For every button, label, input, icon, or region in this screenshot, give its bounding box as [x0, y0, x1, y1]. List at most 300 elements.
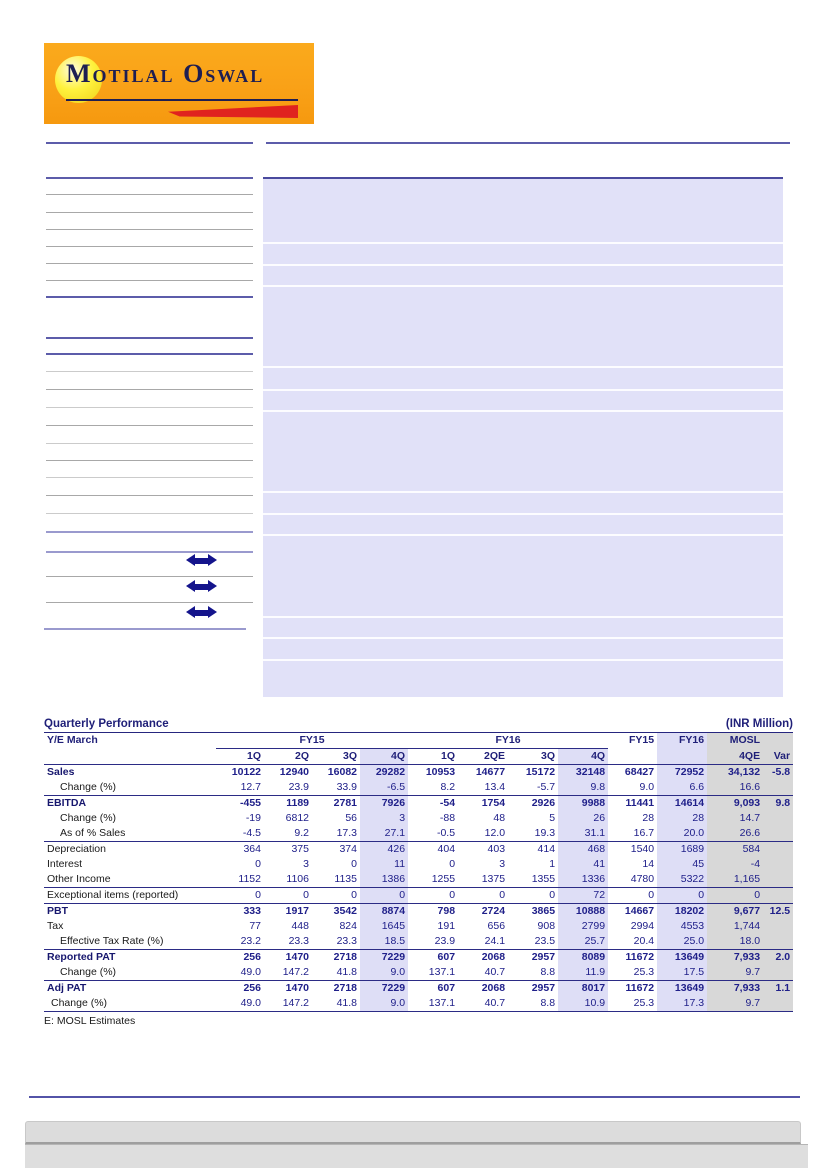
cell: 1189 — [264, 796, 312, 812]
quarter-header: 1Q — [408, 749, 458, 765]
panel-row-separator — [263, 659, 783, 661]
cell: 23.3 — [288, 935, 309, 947]
cell: 13649 — [657, 981, 707, 997]
cell: 10.9 — [558, 996, 608, 1012]
cell: 448 — [291, 920, 309, 932]
skeleton-rule — [46, 551, 253, 553]
skeleton-rule — [44, 628, 246, 630]
cell: 20.4 — [633, 935, 655, 947]
cell: 426 — [360, 842, 408, 858]
cell — [763, 965, 793, 981]
row-label: Other Income — [47, 873, 111, 885]
cell: 1754 — [458, 796, 508, 812]
arrow-bar — [192, 610, 211, 616]
cell: 908 — [537, 920, 556, 932]
skeleton-rule — [46, 280, 253, 281]
cell — [763, 780, 793, 796]
cell: 8.8 — [508, 996, 558, 1012]
panel-row-separator — [263, 491, 783, 493]
cell: 23.2 — [240, 935, 261, 947]
row-label: Change (%) — [60, 966, 117, 978]
header-row-quarters — [44, 749, 793, 765]
cell: 374 — [312, 842, 360, 858]
cell: 1,165 — [707, 872, 763, 888]
cell: 17.3 — [657, 996, 707, 1012]
table-row — [44, 765, 793, 781]
footer-bar — [25, 1121, 801, 1144]
skeleton-rule — [46, 443, 253, 444]
cell: 14 — [642, 858, 655, 870]
cell: 8017 — [558, 981, 608, 997]
cell: 137.1 — [408, 996, 458, 1012]
table-row — [44, 950, 793, 966]
skeleton-rule — [46, 407, 253, 408]
placeholder-panel — [263, 177, 783, 697]
cell: 468 — [558, 842, 608, 858]
quarter-header: 4Q — [558, 749, 608, 765]
cell: 4553 — [657, 919, 707, 934]
skeleton-rule — [46, 142, 253, 144]
cell: 40.7 — [484, 966, 506, 978]
table-footnote: E: MOSL Estimates — [44, 1015, 136, 1027]
cell: 256 — [216, 950, 264, 966]
cell: -0.5 — [436, 827, 456, 839]
cell: 8874 — [360, 904, 408, 920]
table-row — [44, 872, 793, 888]
cell: -455 — [216, 796, 264, 812]
cell: 9.7 — [707, 996, 763, 1012]
cell: 607 — [408, 981, 458, 997]
arrow-bar — [192, 558, 211, 564]
cell: 0 — [255, 858, 261, 870]
cell: 2799 — [558, 919, 608, 934]
cell: 656 — [487, 920, 506, 932]
cell: -4 — [707, 857, 763, 872]
panel-row-separator — [263, 285, 783, 287]
skeleton-rule — [46, 495, 253, 496]
cell: 14667 — [608, 904, 657, 920]
cell: 72 — [558, 888, 608, 904]
cell: 191 — [437, 920, 456, 932]
row-label: Reported PAT — [44, 950, 216, 966]
cell: 9.0 — [360, 996, 408, 1012]
cell: 5 — [549, 812, 556, 824]
cell: 0 — [408, 888, 458, 904]
cell: 1355 — [531, 873, 556, 885]
footer-rule — [29, 1096, 800, 1098]
cell: 0 — [449, 858, 456, 870]
cell: 0 — [264, 888, 312, 904]
cell: 9.0 — [360, 965, 408, 981]
cell: 10888 — [558, 904, 608, 920]
cell: 10122 — [231, 766, 261, 778]
cell: 607 — [408, 950, 458, 966]
annual-header-mosl: MOSL — [707, 733, 763, 749]
skeleton-rule — [46, 477, 253, 478]
cell — [763, 996, 793, 1012]
cell: 256 — [216, 981, 264, 997]
cell: 12.0 — [484, 827, 506, 839]
skeleton-rule — [46, 460, 253, 461]
brand-logo — [44, 43, 314, 124]
left-right-arrow-icon — [186, 580, 217, 593]
col-header-ye-march: Y/E March — [47, 734, 98, 747]
cell: 2994 — [630, 920, 655, 932]
cell: 24.1 — [484, 935, 506, 947]
row-label: Change (%) — [44, 996, 216, 1012]
row-label: Adj PAT — [44, 981, 216, 997]
left-right-arrow-icon — [186, 554, 217, 567]
table-row — [44, 996, 793, 1012]
panel-row-separator — [263, 637, 783, 639]
skeleton-rule — [46, 337, 253, 339]
cell: 137.1 — [428, 966, 456, 978]
cell: 33.9 — [336, 781, 357, 793]
cell: 28 — [657, 811, 707, 826]
skeleton-rule — [46, 513, 253, 514]
cell: 40.7 — [458, 996, 508, 1012]
cell: 49.0 — [216, 996, 264, 1012]
cell: 7,933 — [707, 950, 763, 966]
cell: 31.1 — [558, 826, 608, 842]
cell: -19 — [245, 812, 261, 824]
cell: 0 — [216, 888, 264, 904]
cell: 18.0 — [707, 934, 763, 950]
skeleton-rule — [46, 296, 253, 298]
row-label: Change (%) — [60, 781, 117, 793]
cell: 1106 — [286, 873, 309, 885]
cell: 3865 — [508, 904, 558, 920]
cell: 6.6 — [657, 780, 707, 796]
table-row — [44, 857, 793, 872]
cell: 23.9 — [434, 935, 456, 947]
quarter-header: 3Q — [312, 749, 360, 765]
skeleton-rule — [46, 389, 253, 390]
cell: 41.8 — [336, 966, 357, 978]
cell: 147.2 — [264, 996, 312, 1012]
quarter-header-spacer — [44, 749, 216, 765]
cell: 28 — [642, 812, 655, 824]
cell: 5322 — [657, 872, 707, 888]
annual-header-spacer — [763, 733, 793, 749]
cell: 14614 — [657, 796, 707, 812]
cell: 23.5 — [534, 935, 556, 947]
cell: 25.7 — [558, 934, 608, 950]
cell: 0 — [608, 888, 657, 904]
cell: 2957 — [508, 981, 558, 997]
cell: 18202 — [657, 904, 707, 920]
panel-row-separator — [263, 616, 783, 618]
row-label: PBT — [44, 904, 216, 920]
cell: 16082 — [327, 766, 357, 778]
cell: 333 — [216, 904, 264, 920]
cell: -88 — [439, 812, 456, 824]
cell: 0 — [351, 858, 357, 870]
skeleton-rule — [46, 602, 253, 603]
cell: 147.2 — [282, 966, 309, 978]
quarter-header-annual-spacer — [657, 749, 707, 765]
cell: 2718 — [312, 981, 360, 997]
cell: 11.9 — [558, 965, 608, 981]
skeleton-rule — [266, 142, 790, 144]
brand-name: Motilal Oswal — [66, 59, 265, 88]
cell: 1470 — [264, 950, 312, 966]
cell: 1255 — [431, 873, 456, 885]
cell: 1540 — [608, 842, 657, 858]
cell: 2.0 — [763, 950, 793, 966]
skeleton-rule — [46, 212, 253, 213]
group-header-fy15: FY15 — [216, 733, 408, 749]
quarter-header-var: Var — [763, 749, 793, 765]
cell — [763, 811, 793, 826]
cell: 11672 — [608, 981, 657, 997]
cell: 26 — [558, 811, 608, 826]
arrow-bar — [192, 584, 211, 590]
table-row — [44, 888, 793, 904]
table-row — [44, 904, 793, 920]
cell: 49.0 — [240, 966, 261, 978]
cell: 11 — [360, 857, 408, 872]
cell: 68427 — [624, 766, 655, 778]
cell: 9.8 — [558, 780, 608, 796]
cell: 17.5 — [657, 965, 707, 981]
cell: 18.5 — [360, 934, 408, 950]
cell: 0 — [458, 888, 508, 904]
cell: 16.6 — [707, 780, 763, 796]
table-row — [44, 796, 793, 812]
cell: 0 — [657, 888, 707, 904]
cell: -54 — [408, 796, 458, 812]
cell: 12.7 — [240, 781, 261, 793]
cell: 20.0 — [657, 826, 707, 842]
cell: 12940 — [279, 766, 309, 778]
cell: -6.5 — [360, 780, 408, 796]
cell: 41.8 — [312, 996, 360, 1012]
cell: 8089 — [558, 950, 608, 966]
cell: 26.6 — [707, 826, 763, 842]
cell: 17.3 — [336, 827, 357, 839]
cell: 16.7 — [633, 827, 655, 839]
cell: -4.5 — [242, 827, 261, 839]
left-right-arrow-icon — [186, 606, 217, 619]
cell: 2957 — [508, 950, 558, 966]
cell: 364 — [216, 842, 264, 858]
table-title: Quarterly Performance — [44, 718, 169, 730]
skeleton-rule — [46, 353, 253, 355]
cell: 25.0 — [657, 934, 707, 950]
cell: 375 — [264, 842, 312, 858]
quarter-header: 4Q — [360, 749, 408, 765]
group-header-fy16: FY16 — [408, 733, 608, 749]
cell — [763, 872, 793, 888]
skeleton-rule — [46, 576, 253, 577]
cell — [763, 842, 793, 858]
quarterly-performance-table — [44, 733, 793, 1012]
cell: 0 — [508, 888, 558, 904]
cell: 2068 — [458, 981, 508, 997]
logo-swoosh-icon — [168, 105, 298, 118]
unit-note: (INR Million) — [725, 718, 793, 730]
cell: 13649 — [657, 950, 707, 966]
cell: 1135 — [334, 873, 357, 885]
cell: 14677 — [475, 766, 506, 778]
cell: -5.7 — [536, 781, 556, 793]
quarter-header-4qe: 4QE — [707, 749, 763, 765]
cell: 2781 — [312, 796, 360, 812]
cell: 48 — [493, 812, 506, 824]
row-label: Sales — [47, 766, 75, 778]
cell: 798 — [408, 904, 458, 920]
cell: 1375 — [481, 873, 506, 885]
cell: 9,093 — [707, 796, 763, 812]
cell: 27.1 — [360, 826, 408, 842]
cell: 2068 — [458, 950, 508, 966]
skeleton-rule — [46, 263, 253, 264]
table-row — [44, 811, 793, 826]
cell: 414 — [508, 842, 558, 858]
panel-row-separator — [263, 513, 783, 515]
cell: 2724 — [458, 904, 508, 920]
cell: 7229 — [360, 950, 408, 966]
cell: 11672 — [608, 950, 657, 966]
cell: 9.2 — [294, 827, 309, 839]
cell: 8.2 — [440, 781, 456, 793]
quarter-header: 2Q — [264, 749, 312, 765]
row-label: Depreciation — [44, 842, 216, 858]
panel-row-separator — [263, 264, 783, 266]
cell: 1336 — [558, 872, 608, 888]
cell: 7926 — [360, 796, 408, 812]
table-row — [44, 842, 793, 858]
cell: 404 — [408, 842, 458, 858]
cell: 9.7 — [707, 965, 763, 981]
cell: 3 — [360, 811, 408, 826]
cell: 25.3 — [633, 966, 655, 978]
cell: 824 — [339, 920, 357, 932]
cell: 403 — [458, 842, 508, 858]
cell: 13.4 — [484, 781, 506, 793]
cell: 3 — [303, 858, 309, 870]
cell: 7,933 — [707, 981, 763, 997]
row-label: Change (%) — [60, 812, 117, 824]
row-label: Effective Tax Rate (%) — [60, 935, 164, 947]
cell: 15172 — [525, 766, 556, 778]
cell: 1386 — [360, 872, 408, 888]
cell — [763, 919, 793, 934]
panel-row-separator — [263, 366, 783, 368]
row-label: Tax — [47, 920, 64, 932]
cell: 1152 — [238, 873, 261, 885]
cell: 2718 — [312, 950, 360, 966]
table-row — [44, 981, 793, 997]
cell: 23.9 — [288, 781, 309, 793]
cell: 0 — [312, 888, 360, 904]
cell: 10953 — [425, 766, 456, 778]
cell: 23.3 — [336, 935, 357, 947]
skeleton-rule — [46, 229, 253, 230]
cell: 12.5 — [763, 904, 793, 920]
cell: 584 — [707, 842, 763, 858]
cell: 0 — [707, 888, 763, 904]
panel-row-separator — [263, 410, 783, 412]
cell: -5.8 — [763, 765, 793, 781]
skeleton-rule — [46, 177, 253, 179]
table-row — [44, 934, 793, 950]
footer-bar — [25, 1144, 808, 1168]
cell: 1 — [549, 858, 556, 870]
row-label: Exceptional items (reported) — [44, 888, 216, 904]
cell: 14.7 — [707, 811, 763, 826]
cell: 6812 — [285, 812, 309, 824]
panel-row-separator — [263, 389, 783, 391]
cell: 72952 — [657, 765, 707, 781]
cell — [763, 857, 793, 872]
skeleton-rule — [46, 531, 253, 533]
skeleton-rule — [46, 425, 253, 426]
panel-row-separator — [263, 534, 783, 536]
cell: 34,132 — [707, 765, 763, 781]
cell: 32148 — [558, 765, 608, 781]
cell: 3542 — [312, 904, 360, 920]
cell: 11441 — [608, 796, 657, 812]
cell: 1.1 — [763, 981, 793, 997]
cell: 1917 — [264, 904, 312, 920]
logo-underline — [66, 99, 298, 101]
annual-header-fy16: FY16 — [657, 733, 707, 749]
cell — [763, 888, 793, 904]
cell — [763, 826, 793, 842]
cell: 41 — [558, 857, 608, 872]
cell: 1645 — [360, 919, 408, 934]
cell: 45 — [657, 857, 707, 872]
cell: 3 — [499, 858, 506, 870]
skeleton-rule — [46, 371, 253, 372]
cell: 25.3 — [608, 996, 657, 1012]
row-label: Interest — [47, 858, 83, 870]
skeleton-rule — [46, 194, 253, 195]
table-row — [44, 780, 793, 796]
panel-row-separator — [263, 242, 783, 244]
cell: 1470 — [264, 981, 312, 997]
cell: 8.8 — [540, 966, 556, 978]
cell: 7229 — [360, 981, 408, 997]
table-row — [44, 826, 793, 842]
table-row — [44, 965, 793, 981]
cell: 9.8 — [763, 796, 793, 812]
cell: 2926 — [508, 796, 558, 812]
cell: 4780 — [630, 873, 655, 885]
quarter-header-annual-spacer — [608, 749, 657, 765]
skeleton-rule — [46, 246, 253, 247]
cell — [763, 934, 793, 950]
cell: 77 — [249, 920, 261, 932]
table-title-row — [44, 714, 793, 733]
row-label: EBITDA — [44, 796, 216, 812]
table-row — [44, 919, 793, 934]
cell: 1,744 — [707, 919, 763, 934]
cell: 29282 — [360, 765, 408, 781]
annual-header-fy15: FY15 — [628, 734, 655, 747]
cell: 9.0 — [639, 781, 655, 793]
cell: 56 — [345, 812, 357, 824]
cell: 0 — [360, 888, 408, 904]
quarter-header: 2QE — [458, 749, 508, 765]
cell: 9,677 — [707, 904, 763, 920]
row-label: As of % Sales — [60, 827, 126, 839]
cell: 1689 — [657, 842, 707, 858]
header-row-groups — [44, 733, 793, 749]
quarter-header: 3Q — [508, 749, 558, 765]
